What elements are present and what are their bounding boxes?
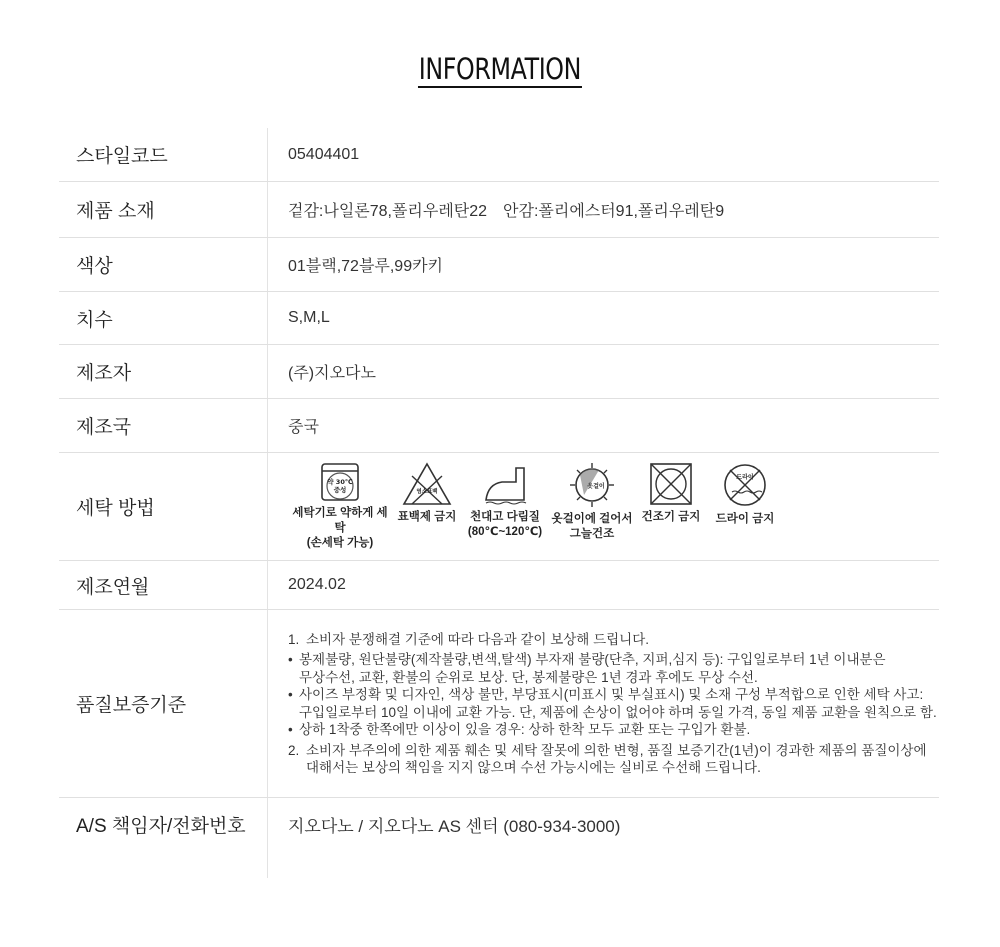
list-text: 소비자 분쟁해결 기준에 따라 다음과 같이 보상해 드립니다. — [306, 631, 649, 647]
list-text: 사이즈 부정확 및 디자인, 색상 불만, 부당표시(미표시 및 부실표시) 및 소재 구성 부적합으로 인한 세탁 사고: — [299, 687, 924, 702]
row-label: 제조국 — [76, 417, 132, 438]
list-text: 소비자 부주의에 의한 제품 훼손 및 세탁 잘못에 의한 변형, 품질 보증기간(1년)이 경과한 제품의 품질이상에 — [306, 742, 927, 758]
care-item-tumble — [635, 462, 707, 525]
list-item — [288, 651, 939, 669]
table-row-made-date — [59, 561, 939, 610]
row-label: 제조자 — [76, 363, 132, 384]
care-item-wash — [287, 462, 393, 551]
table-row-material — [59, 182, 939, 238]
table-row-as — [59, 798, 939, 850]
care-caption: 세탁기로 약하게 세탁 — [292, 507, 388, 534]
table-row-maker — [59, 345, 939, 399]
row-value — [267, 182, 939, 237]
icon-text: 옷걸이 — [587, 483, 605, 490]
row-value: 05404401 — [288, 145, 360, 163]
list-number: 2. — [288, 742, 300, 758]
row-value: 01블랙,72블루,99카키 — [288, 258, 444, 275]
care-caption: 옷걸이에 걸어서 — [551, 513, 633, 525]
care-caption: 표백제 금지 — [397, 511, 457, 523]
row-value: 지오다노 / 지오다노 AS 센터 (080-934-3000) — [288, 816, 621, 836]
care-item-dry-clean — [707, 462, 783, 527]
iron-cloth-icon — [482, 462, 528, 506]
table-row-style-code — [59, 128, 939, 182]
row-label: A/S 책임자/전화번호 — [76, 815, 246, 837]
table-row-size — [59, 292, 939, 345]
row-value: (주)지오다노 — [288, 365, 376, 382]
bullet: • — [288, 687, 293, 702]
laundry-icons — [287, 462, 783, 551]
care-caption: (80℃~120℃) — [467, 526, 543, 538]
list-text: 무상수선, 교환, 환불의 순위로 보상. 단, 봉제불량은 1년 경과 후에도 무상 수선. — [299, 669, 758, 685]
row-label: 제품 소재 — [76, 201, 155, 222]
list-text: 봉제불량, 원단불량(제작불량,변색,탈색) 부자재 불량(단추, 지퍼,심지 등): 구입일로부터 1년 이내분은 — [299, 652, 886, 667]
row-value: 2024.02 — [288, 576, 346, 593]
row-value: 중국 — [288, 419, 319, 436]
icon-text: 중성 — [333, 486, 347, 494]
care-caption: 건조기 금지 — [641, 511, 701, 523]
list-item — [288, 686, 939, 704]
list-text: 구입일로부터 10일 이내에 교환 가능. 단, 제품에 손상이 없어야 하며 동일 가격, 동일 제품 교환을 원칙으로 함. — [299, 704, 937, 720]
page-title: INFORMATION — [418, 52, 582, 86]
no-tumble-dry-icon — [649, 462, 693, 506]
care-caption: (손세탁 가능) — [306, 537, 374, 549]
care-caption: 드라이 금지 — [715, 513, 775, 525]
info-table — [59, 128, 939, 850]
row-label: 스타일코드 — [76, 146, 168, 167]
care-item-bleach — [393, 462, 461, 525]
table-row-color — [59, 238, 939, 292]
icon-text: 약 30℃ — [327, 478, 353, 486]
care-caption: 그늘건조 — [569, 528, 615, 540]
hang-dry-shade-icon — [569, 462, 615, 508]
outer-material: 겉감:나일론78,폴리우레탄22 — [288, 203, 488, 220]
list-item — [288, 721, 939, 739]
row-label: 치수 — [76, 309, 113, 331]
table-row-country — [59, 399, 939, 453]
care-item-iron — [461, 462, 549, 540]
hand-wash-30-icon — [320, 462, 360, 502]
care-item-hang-dry — [549, 462, 635, 542]
row-value — [267, 610, 939, 797]
bullet: • — [288, 722, 293, 737]
list-text: 상하 1착중 한쪽에만 이상이 있을 경우: 상하 한착 모두 교환 또는 구입가 환불. — [299, 722, 751, 737]
row-label: 품질보증기준 — [76, 695, 187, 716]
row-value: S,M,L — [288, 309, 330, 326]
icon-text: 염소표백 — [416, 489, 438, 495]
list-number: 1. — [288, 631, 300, 647]
quality-text — [288, 631, 939, 777]
list-item — [288, 631, 939, 649]
table-row-washing — [59, 453, 939, 561]
row-label: 색상 — [76, 256, 113, 277]
no-bleach-icon — [402, 462, 452, 506]
row-value — [267, 453, 939, 560]
title-container — [0, 52, 1000, 88]
bullet: • — [288, 652, 293, 667]
list-item — [288, 742, 939, 760]
row-label: 세탁 방법 — [76, 498, 155, 519]
care-caption: 천대고 다림질 — [470, 511, 540, 523]
icon-text: 드라이 — [736, 474, 754, 481]
table-row-quality — [59, 610, 939, 798]
lining-material: 안감:폴리에스터91,폴리우레탄9 — [503, 203, 725, 220]
list-text: 대해서는 보상의 책임을 지지 않으며 수선 가능시에는 실비로 수선해 드립니다. — [306, 760, 761, 775]
no-dry-clean-icon — [722, 462, 768, 508]
row-label: 제조연월 — [76, 576, 150, 598]
